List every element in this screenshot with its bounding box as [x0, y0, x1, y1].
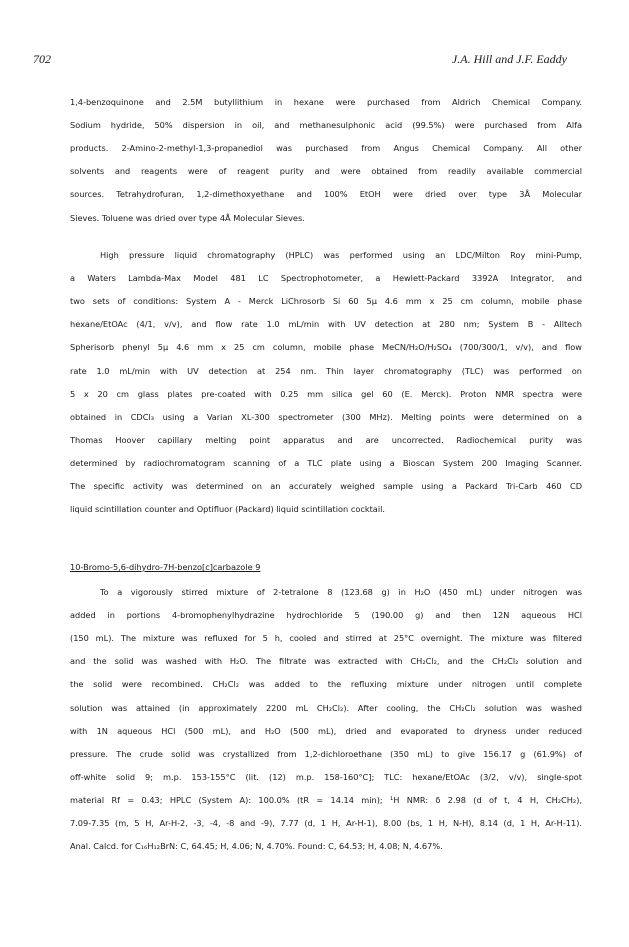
text-line: pressure. The crude solid was crystallized from 1,2-dichloroethane (350 mL) to give 156.17 g (61.9%) of [70, 748, 582, 759]
text-line: two sets of conditions: System A - Merck LiChrosorb Si 60 5μ 4.6 mm x 25 cm column, mobile phase [70, 296, 582, 307]
text-line: Sieves. Toluene was dried over type 4Å Molecular Sieves. [70, 212, 305, 223]
text-line: added in portions 4-bromophenylhydrazine hydrochloride 5 (190.00 g) and then 12N aqueous HCl [70, 610, 582, 621]
text-line: Anal. Calcd. for C₁₆H₁₂BrN: C, 64.45; H, 4.06; N, 4.70%. Found: C, 64.53; H, 4.08; N, 4.67%. [70, 841, 443, 852]
text-line: solvents and reagents were of reagent purity and were obtained from readily available commercial [70, 166, 582, 177]
text-line: determined by radiochromatogram scanning of a TLC plate using a Bioscan System 200 Imaging Scanner. [70, 457, 582, 468]
text-line: High pressure liquid chromatography (HPLC) was performed using an LDC/Milton Roy mini-Pump, [100, 250, 582, 260]
text-line: material Rf = 0.43; HPLC (System A): 100.0% (tR = 14.14 min); ¹H NMR: δ 2.98 (d of t, 4 H, CH₂CH₂), [70, 794, 582, 805]
text-line: sources. Tetrahydrofuran, 1,2-dimethoxyethane and 100% EtOH were dried over type 3Å Molecular [70, 189, 582, 200]
text-line: The specific activity was determined on an accurately weighed sample using a Packard Tri-Carb 460 CD [70, 481, 582, 491]
text-line: hexane/EtOAc (4/1, v/v), and flow rate 1.0 mL/min with UV detection at 280 nm; System B - Alltech [70, 319, 582, 330]
text-line: the solid were recombined. CH₂Cl₂ was added to the refluxing mixture under nitrogen until complete [70, 679, 582, 690]
text-line: obtained in CDCl₃ using a Varian XL-300 spectrometer (300 MHz). Melting points were determined on a [70, 411, 582, 422]
text-line: and the solid was washed with H₂O. The filtrate was extracted with CH₂Cl₂, and the CH₂Cl₂ solution and [70, 656, 582, 667]
text-line: with 1N aqueous HCl (500 mL), and H₂O (500 mL), dried and evaporated to dryness under reduced [70, 725, 582, 736]
compound-heading: 10-Bromo-5,6-dihydro-7H-benzo[c]carbazole 9 [70, 562, 261, 572]
text-line: Thomas Hoover capillary melting point apparatus and are uncorrected. Radiochemical purity was [70, 434, 582, 445]
text-line: off-white solid 9; m.p. 153-155°C (lit. (12) m.p. 158-160°C]; TLC: hexane/EtOAc (3/2, v/v), single-spot [70, 771, 582, 782]
text-line: 7.09-7.35 (m, 5 H, Ar-H-2, -3, -4, -8 and -9), 7.77 (d, 1 H, Ar-H-1), 8.00 (bs, 1 H, N-H), 8.14 (d, 1 H, Ar-H-11). [70, 818, 582, 828]
running-header-authors: J.A. Hill and J.F. Eaddy [451, 52, 567, 66]
text-line: Spherisorb phenyl 5μ 4.6 mm x 25 cm column, mobile phase MeCN/H₂O/H₂SO₄ (700/300/1, v/v), and flow [70, 342, 582, 353]
text-line: Sodium hydride, 50% dispersion in oil, and methanesulphonic acid (99.5%) were purchased from Alfa [70, 120, 582, 131]
text-line: To a vigorously stirred mixture of 2-tetralone 8 (123.68 g) in H₂O (450 mL) under nitrogen was [100, 587, 582, 597]
text-line: a Waters Lambda-Max Model 481 LC Spectrophotometer, a Hewlett-Packard 3392A Integrator, and [70, 273, 582, 284]
text-line: liquid scintillation counter and Optifluor (Packard) liquid scintillation cocktail. [70, 504, 385, 515]
page-number: 702 [33, 52, 51, 66]
text-line: products. 2-Amino-2-methyl-1,3-propanediol was purchased from Angus Chemical Company. All other [70, 143, 582, 154]
text-line: rate 1.0 mL/min with UV detection at 254 nm. Thin layer chromatography (TLC) was performed on [70, 365, 582, 376]
text-line: (150 mL). The mixture was refluxed for 5 h, cooled and stirred at 25°C overnight. The mixture was filtered [70, 633, 582, 644]
text-line: 5 x 20 cm glass plates pre-coated with 0.25 mm silica gel 60 (E. Merck). Proton NMR spectra were [70, 388, 582, 399]
text-line: solution was attained (in approximately 2200 mL CH₂Cl₂). After cooling, the CH₂Cl₂ solution was washed [70, 702, 582, 713]
text-line: 1,4-benzoquinone and 2.5M butyllithium in hexane were purchased from Aldrich Chemical Company. [70, 97, 582, 107]
